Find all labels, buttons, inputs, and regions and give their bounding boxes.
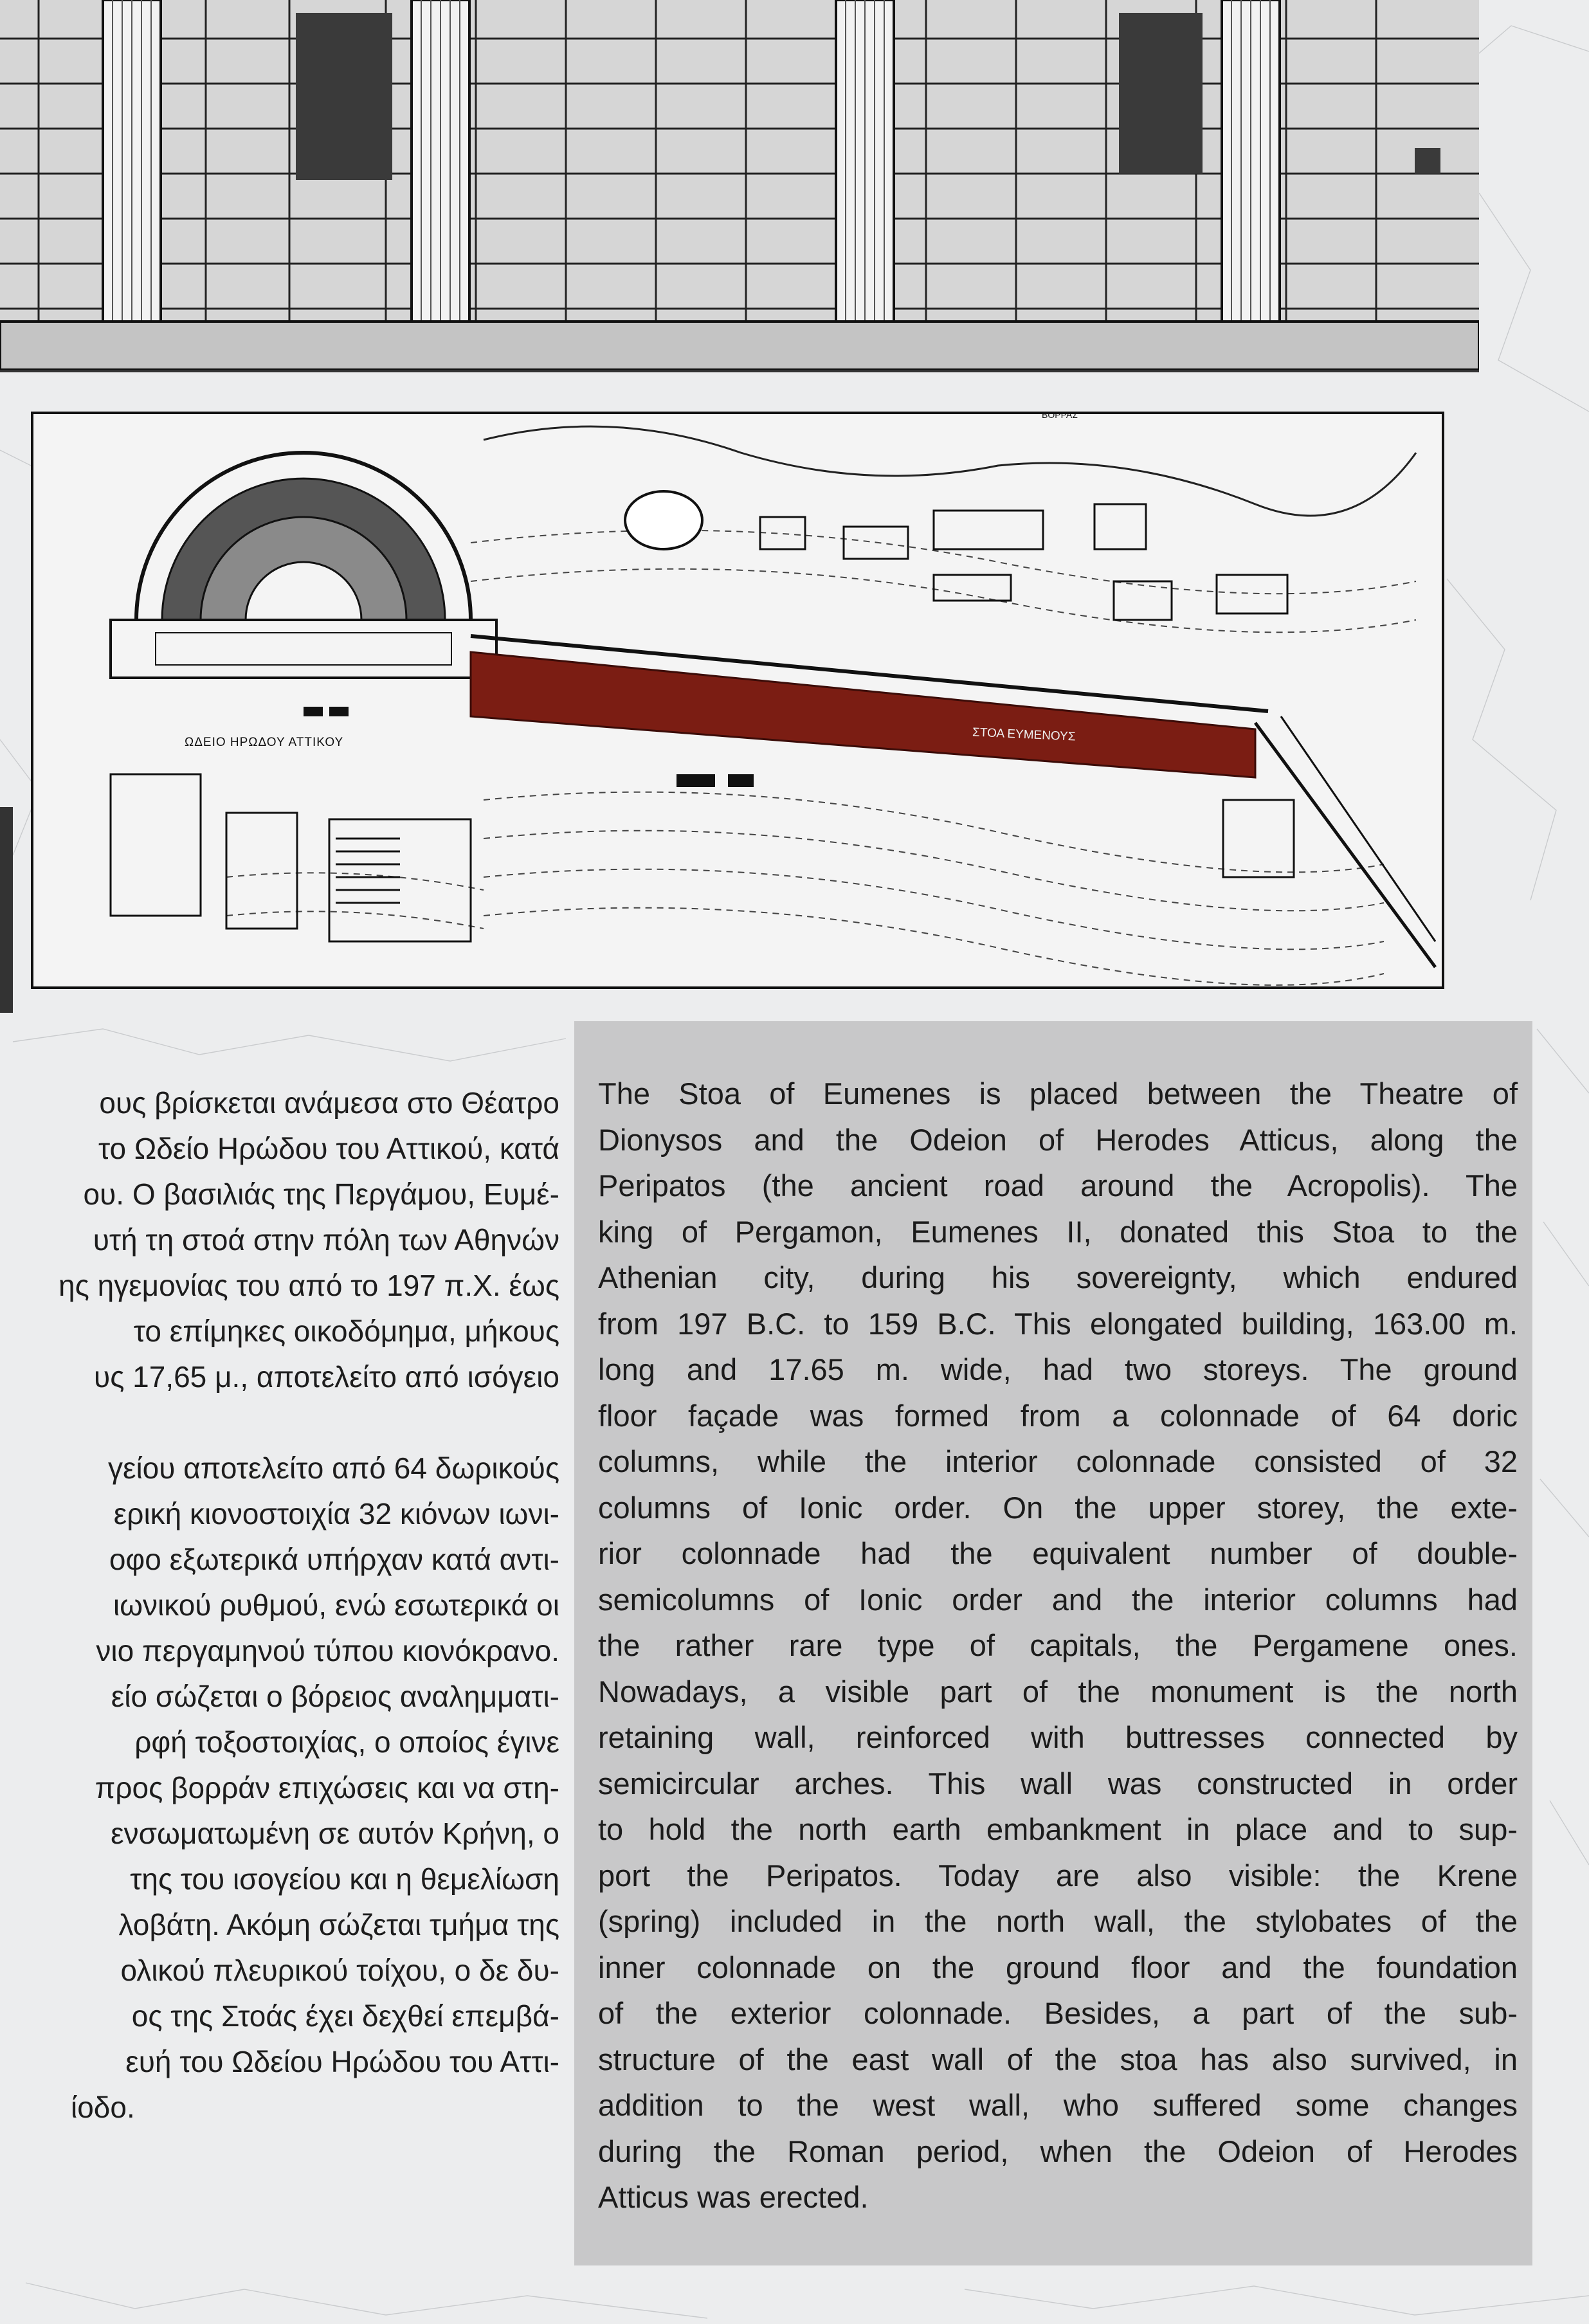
greek-line: ίοδο.	[71, 2091, 135, 2124]
site-plan	[31, 412, 1444, 989]
english-line: Atticus was erected.	[598, 2180, 869, 2214]
odeion-label: ΩΔΕΙΟ ΗΡΩΔΟΥ ΑΤΤΙΚΟΥ	[185, 736, 344, 749]
english-line: columns of Ionic order. On the upper storey, the exte-	[598, 1490, 1518, 1525]
greek-line: προς βορράν επιχώσεις και να στη-	[95, 1771, 559, 1804]
greek-text-column	[0, 1080, 559, 2130]
elevation-drawing	[0, 0, 1479, 372]
english-line: from 197 B.C. to 159 B.C. This elongated building, 163.00 m.	[598, 1306, 1518, 1341]
greek-line: ολικού πλευρικού τοίχου, ο δε δυ-	[120, 1954, 559, 1987]
greek-line: είο σώζεται ο βόρειος αναλημματι-	[111, 1680, 559, 1713]
english-line: during the Roman period, when the Odeion of Herodes	[598, 2134, 1518, 2168]
stoa-highlight	[471, 652, 1255, 777]
greek-line: υτή τη στοά στην πόλη των Αθηνών	[93, 1223, 559, 1257]
greek-line: ιωνικού ρυθμού, ενώ εσωτερικά οι	[113, 1588, 559, 1622]
english-line: king of Pergamon, Eumenes II, donated this Stoa to the	[598, 1214, 1518, 1249]
site-plan-drawing	[33, 414, 1442, 986]
english-line: semicolumns of Ionic order and the interior columns had	[598, 1582, 1518, 1617]
english-line: of the exterior colonnade. Besides, a part of the sub-	[598, 1996, 1518, 2030]
greek-line: λοβάτη. Ακόμη σώζεται τμήμα της	[118, 1908, 559, 1941]
english-line: port the Peripatos. Today are also visible: the Krene	[598, 1858, 1518, 1893]
edge-block	[0, 807, 13, 1013]
greek-line: ης ηγεμονίας του από το 197 π.Χ. έως	[59, 1269, 559, 1302]
greek-line: οφο εξωτερικά υπήρχαν κατά αντι-	[109, 1543, 559, 1576]
north-label: ΒΟΡΡΑΣ	[1042, 410, 1078, 420]
greek-line: ος της Στοάς έχει δεχθεί επεμβά-	[131, 1999, 559, 2033]
greek-line: ευή του Ωδείου Ηρώδου του Αττι-	[125, 2045, 559, 2078]
english-line: long and 17.65 m. wide, had two storeys. The ground	[598, 1352, 1518, 1386]
greek-line: της του ισογείου και η θεμελίωση	[130, 1862, 559, 1896]
greek-paragraph-gap	[0, 1400, 559, 1446]
english-line: Nowadays, a visible part of the monument is the north	[598, 1674, 1518, 1709]
english-line: to hold the north earth embankment in place and to sup-	[598, 1812, 1518, 1846]
english-line: columns, while the interior colonnade consisted of 32	[598, 1444, 1518, 1478]
english-line: retaining wall, reinforced with buttresses connected by	[598, 1720, 1518, 1754]
greek-line: το επίμηκες οικοδόμημα, μήκους	[133, 1314, 559, 1348]
greek-line: ερική κιονοστοιχία 32 κιόνων ιωνι-	[113, 1497, 559, 1530]
english-line: Peripatos (the ancient road around the Acropolis). The	[598, 1168, 1518, 1203]
english-line: floor façade was formed from a colonnade of 64 doric	[598, 1398, 1518, 1433]
stoa-label: ΣΤΟΑ ΕΥΜΕΝΟΥΣ	[972, 725, 1076, 744]
english-line: inner colonnade on the ground floor and the foundation	[598, 1950, 1518, 1984]
odeion-theatre	[111, 453, 496, 678]
greek-line: ενσωματωμένη σε αυτόν Κρήνη, ο	[111, 1817, 559, 1850]
english-line: Dionysos and the Odeion of Herodes Atticus, along the	[598, 1122, 1518, 1157]
english-line: the rather rare type of capitals, the Pergamene ones.	[598, 1628, 1518, 1662]
greek-line: το Ωδείο Ηρώδου του Αττικού, κατά	[98, 1132, 559, 1165]
greek-line: ους βρίσκεται ανάμεσα στο Θέατρο	[99, 1086, 559, 1120]
english-line: (spring) included in the north wall, the stylobates of the	[598, 1904, 1518, 1938]
greek-line: υς 17,65 μ., αποτελείτο από ισόγειο	[94, 1360, 559, 1393]
english-line: The Stoa of Eumenes is placed between the Theatre of	[598, 1076, 1518, 1111]
english-line: Athenian city, during his sovereignty, which endured	[598, 1260, 1518, 1294]
greek-line: γείου αποτελείτο από 64 δωρικούς	[107, 1451, 559, 1485]
greek-line: ρφή τοξοστοιχίας, ο οποίος έγινε	[134, 1725, 559, 1759]
english-line: structure of the east wall of the stoa has also survived, in	[598, 2042, 1518, 2076]
stone-wall-illustration	[0, 0, 1479, 370]
greek-line: ου. Ο βασιλιάς της Περγάμου, Ευμέ-	[83, 1177, 559, 1211]
english-text-column	[598, 1071, 1518, 2220]
english-line: semicircular arches. This wall was constructed in order	[598, 1766, 1518, 1801]
english-line: addition to the west wall, who suffered some changes	[598, 2088, 1518, 2122]
english-line: rior colonnade had the equivalent number of double-	[598, 1536, 1518, 1570]
greek-line: νιο περγαμηνού τύπου κιονόκρανο.	[96, 1634, 559, 1667]
